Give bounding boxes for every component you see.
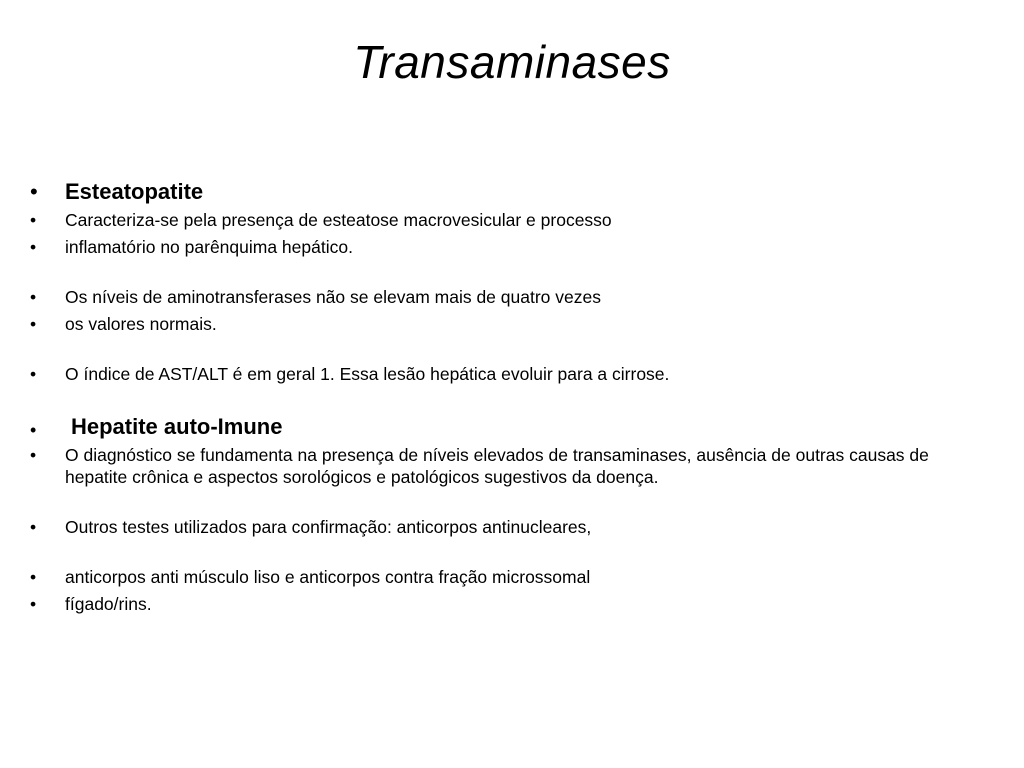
bullet-icon: • <box>30 594 37 614</box>
item-text: os valores normais. <box>65 314 217 334</box>
item-text: Outros testes utilizados para confirmação: anticorpos antinucleares, <box>65 517 592 537</box>
list-item <box>30 593 990 615</box>
list-item <box>30 209 990 231</box>
bullet-icon: • <box>30 287 37 307</box>
list-item <box>30 286 990 308</box>
list-item <box>30 444 990 488</box>
bullet-list <box>30 178 990 620</box>
bullet-icon: • <box>30 210 37 230</box>
spacer <box>30 340 990 363</box>
list-item <box>30 313 990 335</box>
list-item-heading <box>30 413 990 441</box>
bullet-icon: • <box>30 364 37 384</box>
slide-title: Transaminases <box>353 36 671 88</box>
item-text: Caracteriza-se pela presença de esteatose macrovesicular e processo <box>65 210 612 230</box>
spacer <box>30 493 990 516</box>
list-item <box>30 566 990 588</box>
bullet-icon: • <box>30 517 37 537</box>
bullet-icon: • <box>30 314 37 334</box>
item-text: inflamatório no parênquima hepático. <box>65 237 353 257</box>
bullet-icon: • <box>30 179 38 204</box>
item-text: fígado/rins. <box>65 594 152 614</box>
item-text: O diagnóstico se fundamenta na presença de níveis elevados de transaminases, ausência de outras causas de hepatite crônica e aspectos sorológicos e patológicos sugestivos da doença. <box>65 445 929 487</box>
item-text: O índice de AST/ALT é em geral 1. Essa lesão hepática evoluir para a cirrose. <box>65 364 670 384</box>
spacer <box>30 390 990 413</box>
spacer <box>30 263 990 286</box>
item-text: anticorpos anti músculo liso e anticorpos contra fração microssomal <box>65 567 591 587</box>
list-item-heading <box>30 178 990 206</box>
list-item <box>30 236 990 258</box>
bullet-icon: • <box>30 567 37 587</box>
spacer <box>30 543 990 566</box>
bullet-icon: • <box>30 420 37 440</box>
item-text: Os níveis de aminotransferases não se elevam mais de quatro vezes <box>65 287 601 307</box>
list-item <box>30 516 990 538</box>
bullet-icon: • <box>30 445 37 465</box>
heading-text: Esteatopatite <box>65 179 204 204</box>
list-item <box>30 363 990 385</box>
heading-text: Hepatite auto-Imune <box>71 414 283 439</box>
bullet-icon: • <box>30 237 37 257</box>
